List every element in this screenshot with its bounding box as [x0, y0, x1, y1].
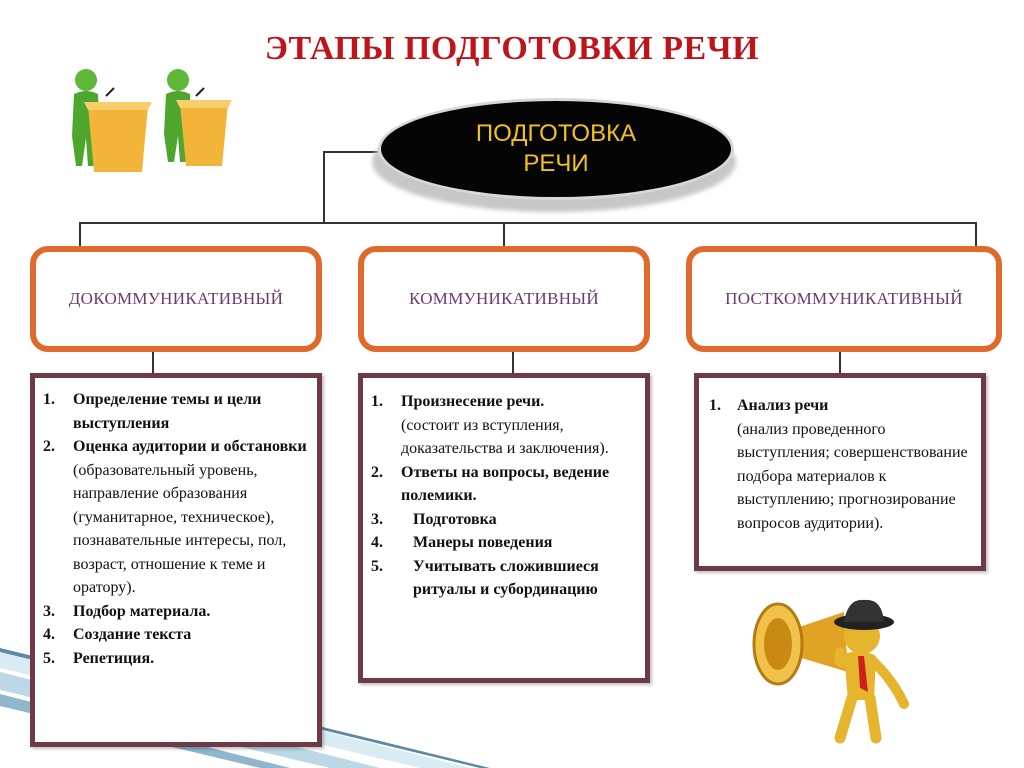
stage-communicative — [358, 246, 650, 352]
list-item: 5. Репетиция. — [43, 649, 155, 667]
stage-label: КОММУНИКАТИВНЫЙ — [408, 289, 599, 308]
list-item: 5. Учитывать сложившиеся ритуалы и субординацию — [371, 557, 599, 598]
connector-drop-2 — [503, 222, 505, 248]
list-item: 3. Подбор материала. — [43, 602, 211, 620]
stage-postcommunicative — [686, 246, 1002, 352]
connector-drop-1 — [79, 222, 81, 248]
list-item: 2. Оценка аудитории и обстановки (образовательный уровень, направление образования (гуманитарное, техническое), познавательные интересы, пол, возраст, отношение к теме и оратору). — [43, 438, 307, 596]
list-item: 1. Произнесение речи. (состоит из вступления, доказательства и заключения). — [371, 393, 609, 457]
list-item: 1. Определение темы и цели выступления — [43, 391, 262, 432]
connector-bus — [79, 222, 977, 224]
connector-drop-3 — [975, 222, 977, 248]
megaphone-figure-icon — [744, 592, 924, 742]
stage-label: ДОКОММУНИКАТИВНЫЙ — [68, 289, 284, 308]
center-ellipse: ПОДГОТОВКА РЕЧИ — [378, 98, 734, 200]
stage-precommunicative — [30, 246, 322, 352]
detail-box-postcommunicative — [694, 373, 986, 571]
page-title: ЭТАПЫ ПОДГОТОВКИ РЕЧИ — [264, 30, 760, 67]
list-item: 4. Создание текста — [43, 626, 192, 643]
list-item: 1. Анализ речи (анализ проведенного выступления; совершенствование подбора материалов к выступлению; прогнозирование вопросов аудитории). — [709, 397, 968, 532]
list-item: 2. Ответы на вопросы, ведение полемики. — [371, 463, 610, 504]
speaker-figures-icon — [62, 66, 232, 176]
connector-top-vertical — [323, 151, 325, 223]
list-item: 3. Подготовка — [371, 510, 497, 528]
list-item: 4. Манеры поведения — [371, 534, 553, 551]
stage-label: ПОСТКОММУНИКАТИВНЫЙ — [725, 289, 963, 308]
connector-top-horizontal — [323, 151, 379, 153]
detail-box-precommunicative — [30, 373, 322, 747]
detail-box-communicative — [358, 373, 650, 683]
